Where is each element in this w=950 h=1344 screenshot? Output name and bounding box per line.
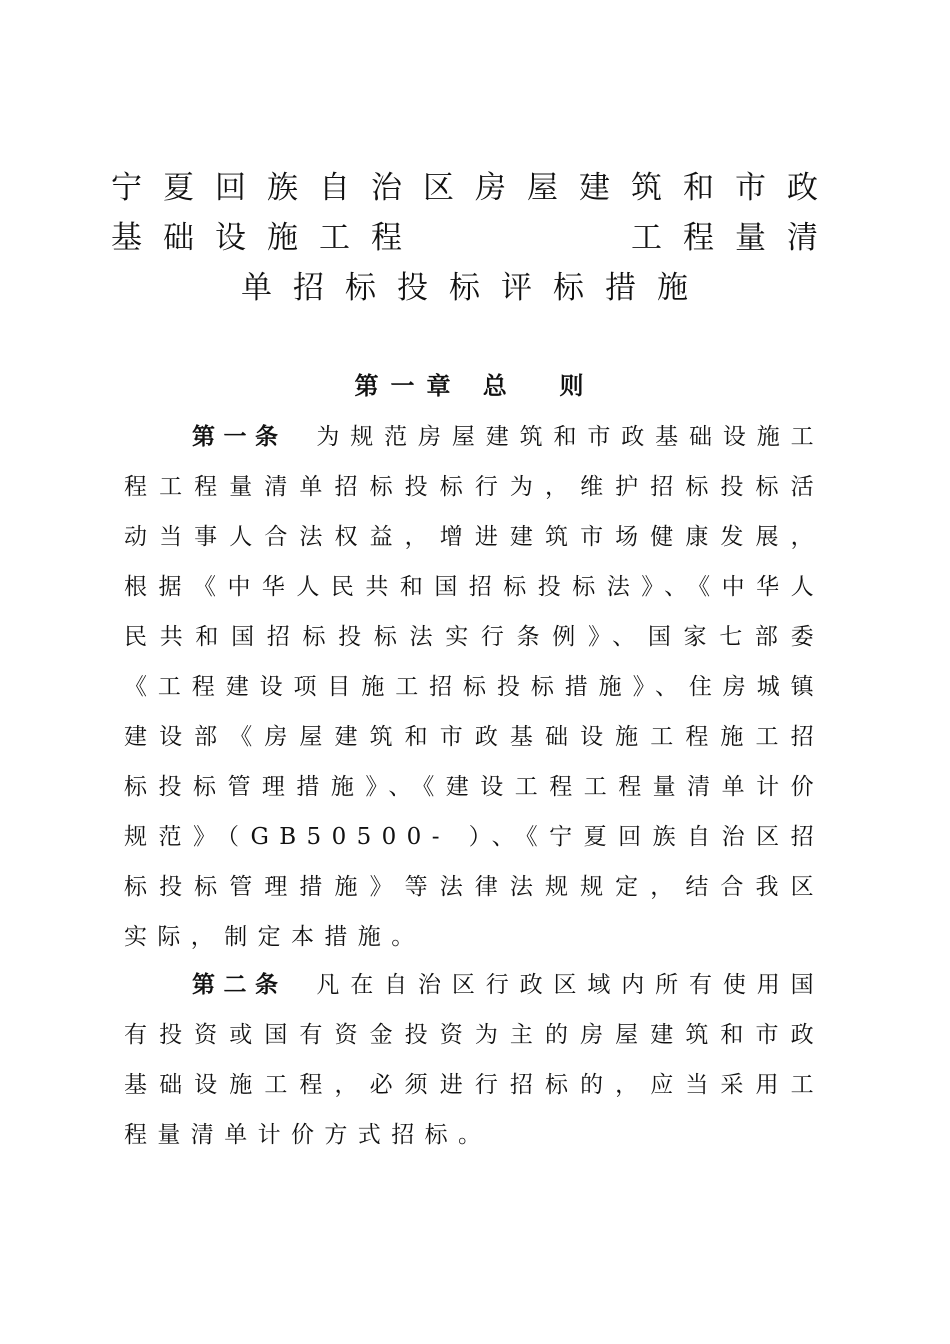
document-title-line-1: 宁夏回族自治区房屋建筑和市政 bbox=[111, 170, 839, 206]
article-1-text: 为规范房屋建筑和市政基础设施工程工程量清单招标投标行为，维护招标投标活动当事人合法权益，增进建筑市场健康发展，根据《中华人民共和国招标投标法》、《中华人民共和国招标投标法实行条例》、国家七部委《工程建设项目施工招标投标措施》、住房城镇建设部《房屋建筑和市政基础设施工程施工招标投标管理措施》、《建设工程工程量清单计价规范》（GB50500- ）、《宁夏回族自治区招标投标管理措施》等法律法规规定，结合我区实际，制定本措施。 bbox=[124, 424, 825, 950]
document-title-line-2: 基础设施工程 工程量清 bbox=[111, 220, 839, 256]
article-2-text: 凡在自治区行政区域内所有使用国有投资或国有资金投资为主的房屋建筑和市政基础设施工程，必须进行招标的，应当采用工程量清单计价方式招标。 bbox=[124, 972, 825, 1148]
chapter-heading: 第一章 总 则 bbox=[354, 372, 596, 400]
article-2 bbox=[124, 960, 824, 1160]
article-1 bbox=[124, 412, 824, 962]
article-2-label: 第二条 bbox=[192, 972, 287, 998]
document-title-line-3: 单招标投标评标措施 bbox=[241, 270, 709, 306]
article-1-label: 第一条 bbox=[192, 424, 287, 450]
